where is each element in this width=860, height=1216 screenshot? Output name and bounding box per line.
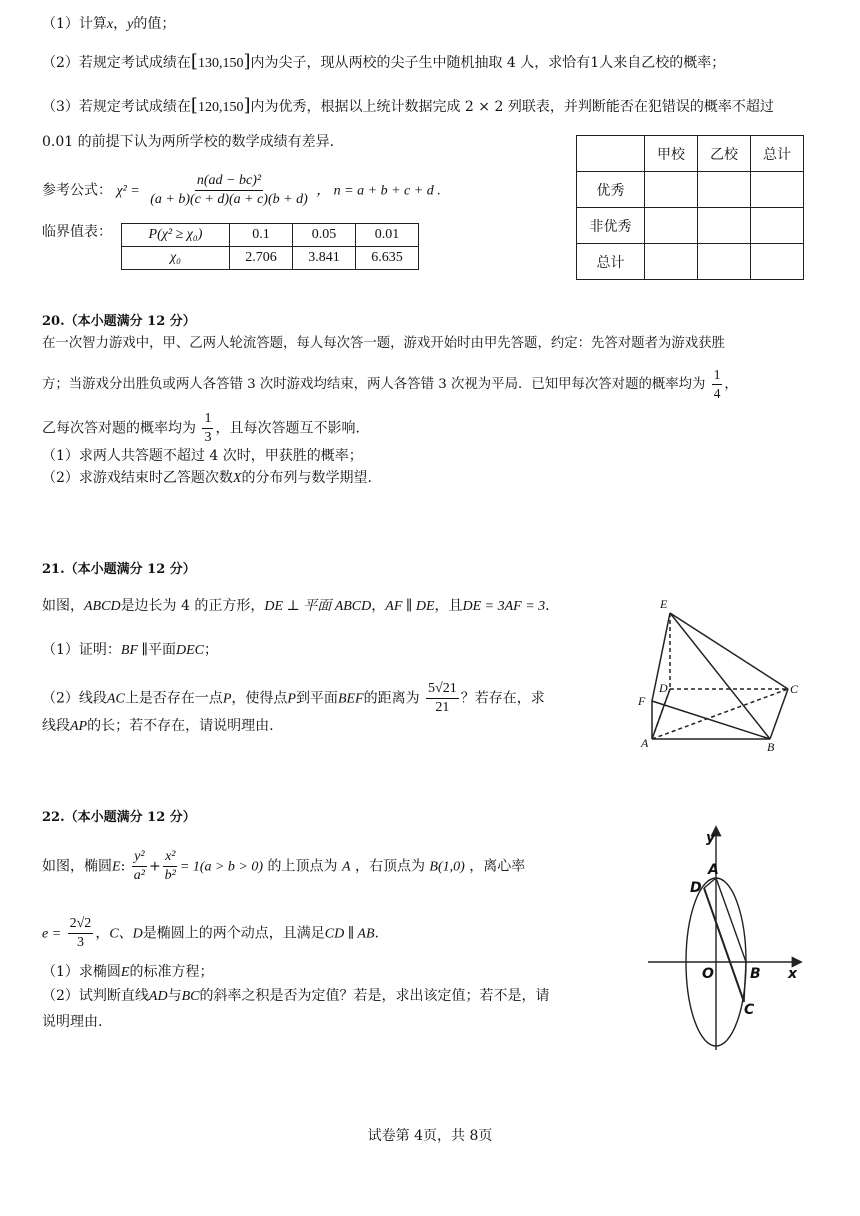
label-C: C xyxy=(790,682,799,696)
q22-part1: （1）求椭圆E的标准方程； xyxy=(42,964,214,980)
critical-value-label: 临界值表： xyxy=(42,224,112,240)
label-y: y xyxy=(706,830,716,846)
edge-FB xyxy=(652,701,770,739)
label-O: O xyxy=(702,966,714,982)
label-D: D xyxy=(659,681,668,695)
q20-part1: （1）求两人共答题不超过 4 次时，甲获胜的概率； xyxy=(42,448,363,464)
edge-BC xyxy=(770,689,788,739)
table-row: χ₀ 2.706 3.841 6.635 xyxy=(122,247,419,270)
q21-part2-line2: 线段AP的长；若不存在，请说明理由. xyxy=(42,718,274,734)
page-footer: 试卷第 4页，共 8页 xyxy=(367,1128,493,1144)
label-D: D xyxy=(690,880,702,896)
q22-ellipse-figure xyxy=(640,818,820,1058)
q20-line3: 乙每次答对题的概率均为 $\frac{1}{3}$ ，且每次答题互不影响. xyxy=(42,411,360,445)
q19-part3: （3）若规定考试成绩在[120,150]内为优秀，根据以上统计数据完成 2 × 2 列联表，并判断能否在犯错误的概率不超过 xyxy=(42,95,774,116)
q20-line1: 在一次智力游戏中，甲、乙两人轮流答题，每人每次答一题，游戏开始时由甲先答题，约定：先答对题者为游戏获胜 xyxy=(42,336,725,351)
q19-part1: （1）计算x，y的值； xyxy=(42,16,176,32)
q20-line2: 方；当游戏分出胜负或两人各答错 3 次时游戏均结束，两人各答错 3 次视为平局．已知甲每次答对题的概率均为 $\frac{1}{4}$ ， xyxy=(42,367,738,401)
q19-part3-line2: 0.01 的前提下认为两所学校的数学成绩有差异. xyxy=(42,134,335,150)
reference-formula: 参考公式： χ² = $\frac{\text{n(ad − bc)²}}{(a + b)(c + d)(a + c)(b + d)}$ ， n = a + b + c + d . xyxy=(42,173,441,207)
q22-title: 22.（本小题满分 12 分） xyxy=(42,810,196,825)
label-F: F xyxy=(638,694,646,708)
q21-line1: 如图，ABCD是边长为 4 的正方形，DE ⊥ 平面 ABCD，AF ∥ DE，且DE = 3AF = 3. xyxy=(42,598,550,614)
label-B: B xyxy=(767,740,775,754)
critical-value-table xyxy=(121,223,419,270)
q22-part2-line2: 说明理由. xyxy=(42,1014,103,1030)
edge-AC xyxy=(652,689,788,739)
line-BC xyxy=(744,962,746,1002)
q22-line2: e = $\frac{2√2}{3}$ ，C、D是椭圆上的两个动点，且满足CD ∥ AB. xyxy=(42,916,379,950)
q20-part2: （2）求游戏结束时乙答题次数X的分布列与数学期望. xyxy=(42,470,372,486)
label-A: A xyxy=(708,862,719,878)
label-C: C xyxy=(744,1002,755,1018)
q20-title: 20.（本小题满分 12 分） xyxy=(42,314,196,329)
q21-part2: （2）线段AC上是否存在一点P，使得点P到平面BEF的距离为 $\frac{5√21}{21}$ ？若存在，求 xyxy=(42,681,545,715)
label-B: B xyxy=(750,966,761,982)
label-x: x xyxy=(788,966,798,982)
q21-part1: （1）证明：BF ∥平面DEC； xyxy=(42,642,218,658)
label-A: A xyxy=(641,736,649,750)
edge-EB xyxy=(670,613,770,739)
q21-solid-figure xyxy=(630,595,810,755)
q22-part2: （2）试判断直线AD与BC的斜率之积是否为定值？若是，求出该定值；若不是，请 xyxy=(42,988,550,1004)
label-E: E xyxy=(660,597,668,611)
contingency-table xyxy=(576,135,804,280)
edge-AD-front xyxy=(652,689,670,739)
table-row: 总计 xyxy=(577,244,804,280)
edge-EC xyxy=(670,613,788,689)
table-row: 甲校 乙校 总计 xyxy=(577,136,804,172)
q21-title: 21.（本小题满分 12 分） xyxy=(42,562,196,577)
table-row: 非优秀 xyxy=(577,208,804,244)
table-row: 优秀 xyxy=(577,172,804,208)
table-row: P(χ² ≥ χ₀) 0.1 0.05 0.01 xyxy=(122,224,419,247)
q19-part2: （2）若规定考试成绩在[130,150]内为尖子，现从两校的尖子生中随机抽取 4 人，求恰有1人来自乙校的概率； xyxy=(42,51,726,72)
q22-line1: 如图，椭圆E: $\frac{\text{y²}}{\text{a²}}$ + $\frac{\text{x²}}{\text{b²}}$ = 1(a > b > 0) 的上顶点为 A ，右顶点为 B(1,0) ，离心率 xyxy=(42,849,526,883)
